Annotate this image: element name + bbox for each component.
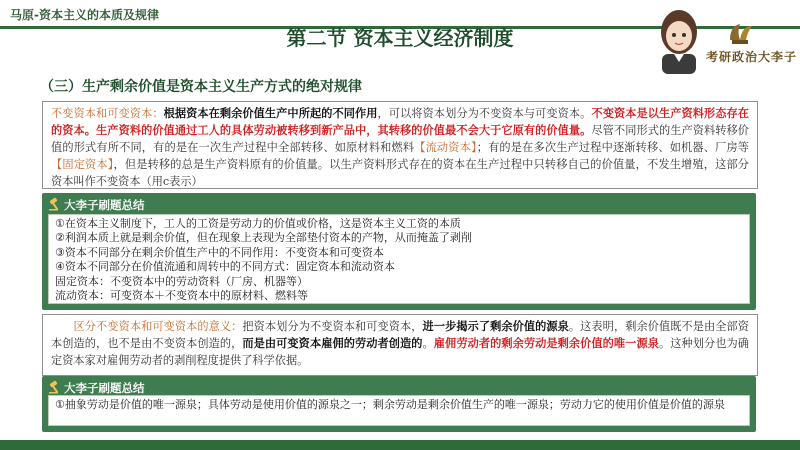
definition-box xyxy=(42,101,758,189)
plain-text: ，但是转移的总是生产资料原有的价值量。以生产资料形式存在的资本在生产过程中只转移自己的价值量，不发生增殖，这部分资本叫作不变资本（用c表示） xyxy=(51,158,749,188)
significance-box xyxy=(42,314,758,376)
bottom-bar xyxy=(0,440,800,450)
summary-line: 固定资本：不变资本中的劳动资料（厂房、机器等） xyxy=(55,274,308,288)
plain-text: 。这种划分也为确定资本家对雇佣劳动者的剥削程度提供了科学依据。 xyxy=(51,337,749,367)
summary-line: 流动资本：可变资本＋不变资本中的原材料、燃料等 xyxy=(55,289,308,303)
term-highlight: 【固定资本】 xyxy=(51,158,114,171)
summary-header: 大李子刷题总结 xyxy=(64,198,145,212)
emphasis-text: 根据资本在剩余价值生产中所起的不同作用 xyxy=(163,106,378,120)
summary-line: ②利润本质上就是剩余价值，但在现象上表现为全部垫付资本的产物，从而掩盖了剥削 xyxy=(55,231,472,245)
course-title: 马原-资本主义的本质及规律 xyxy=(10,8,159,22)
gavel-icon xyxy=(48,197,62,211)
summary-line: ①抽象劳动是价值的唯一源泉；具体劳动是使用价值的源泉之一；剩余劳动是剩余价值生产的唯一源泉；劳动力它的使用价值是价值的源泉 xyxy=(55,398,725,411)
plain-text: 把资本划分为不变资本和可变资本， xyxy=(242,320,423,333)
plain-text: ，可以将资本划分为不变资本与可变资本。 xyxy=(377,107,592,120)
gavel-icon xyxy=(48,380,62,394)
section-heading: （三）生产剩余价值是资本主义生产方式的绝对规律 xyxy=(40,79,362,95)
summary-line: ③资本不同部分在剩余价值生产中的不同作用：不变资本和可变资本 xyxy=(55,245,384,259)
logo-text: 考研政治大李子 xyxy=(706,50,798,64)
plain-text: 尽管不同形式的生产资料转移价值的形式有所不同，有的是在一次生产过程中全部转移、如原材料和燃料 xyxy=(51,124,749,154)
red-emphasis: 雇佣劳动者的剩余劳动是剩余价值的唯一源泉 xyxy=(433,336,659,350)
summary-content xyxy=(48,395,750,426)
plain-text: 。这表明，剩余价值既不是由全部资本创造的，也不是由不变资本创造的， xyxy=(51,320,749,350)
term-label: 不变资本和可变资本： xyxy=(51,107,164,120)
emphasis-text: 而是由可变资本雇佣的劳动者创造的 xyxy=(242,336,423,350)
significance-text xyxy=(43,315,757,369)
red-emphasis: 不变资本是以生产资料形态存在的资本。 xyxy=(51,106,749,137)
red-emphasis: 生产资料的价值通过工人的具体劳动被转移到新产品中，其转移的价值最不会大于它原有的价值量。 xyxy=(96,123,592,137)
plain-text: 。 xyxy=(422,337,434,350)
term-label: 区分不变资本和可变资本的意义： xyxy=(73,320,243,333)
summary-panel xyxy=(42,376,756,432)
summary-header: 大李子刷题总结 xyxy=(64,381,145,395)
teacher-avatar-illustration xyxy=(650,2,708,74)
page-title: 第二节 资本主义经济制度 xyxy=(286,26,514,50)
plain-text: ；有的是在多次生产过程中逐渐转移、如机器、厂房等 xyxy=(476,141,749,154)
term-highlight: 【流动资本】 xyxy=(414,141,477,154)
summary-panel xyxy=(42,193,756,310)
definition-text xyxy=(43,102,757,190)
summary-line: ④资本不同部分在价值流通和周转中的不同方式：固定资本和流动资本 xyxy=(55,260,395,274)
emphasis-text: 进一步揭示了剩余价值的源泉 xyxy=(422,319,569,333)
summary-content xyxy=(48,214,750,304)
summary-line: ①在资本主义制度下，工人的工资是劳动力的价值或价格，这是资本主义工资的本质 xyxy=(55,217,461,230)
